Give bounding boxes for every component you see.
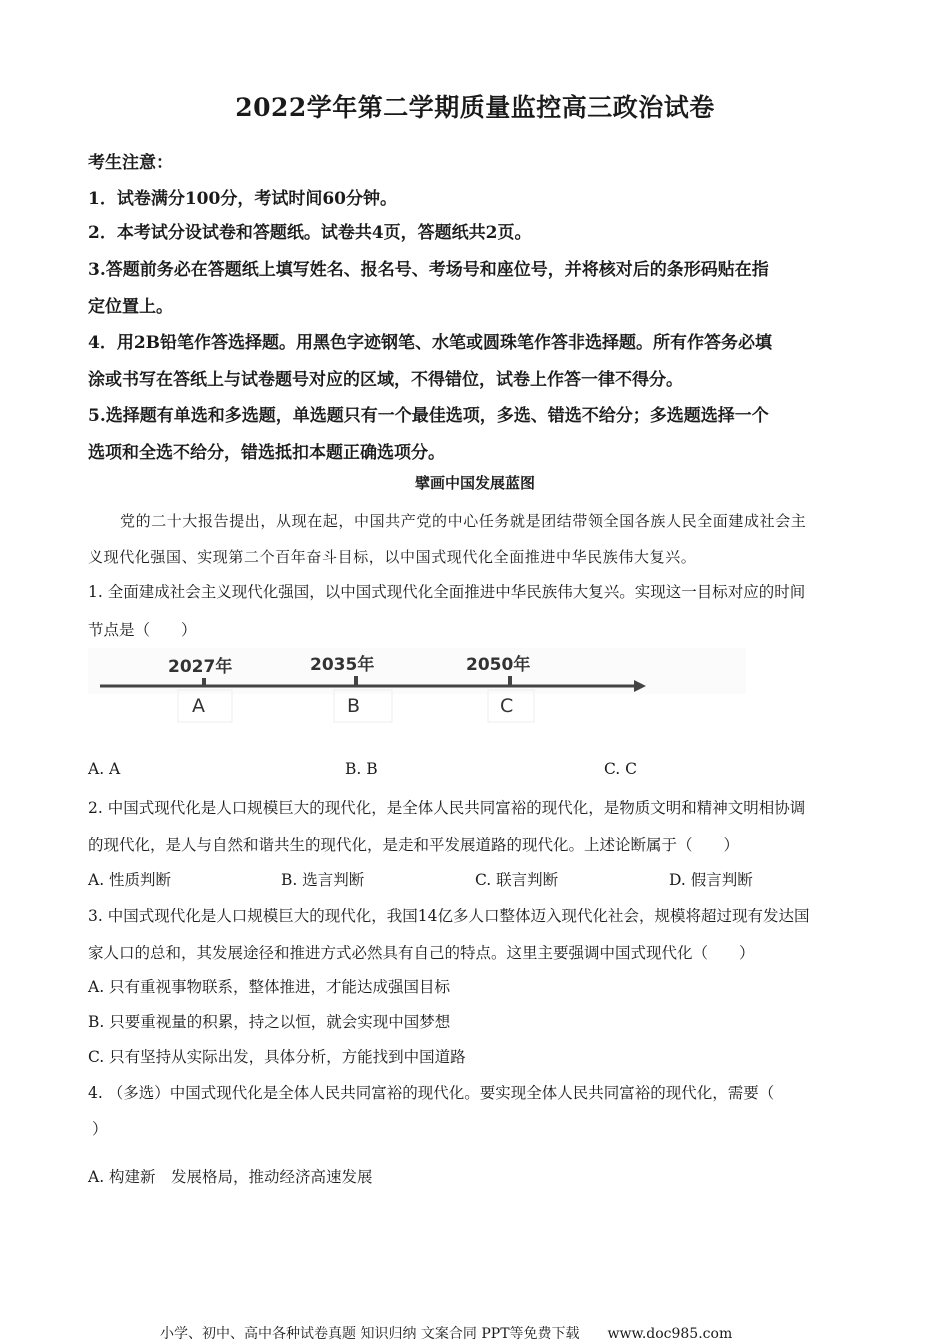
- q3-option-b: B. 只要重视量的积累，持之以恒，就会实现中国梦想: [88, 1013, 451, 1031]
- notice-line: 3.答题前务必在答题纸上填写姓名、报名号、考场号和座位号，并将核对后的条形码贴在指: [88, 260, 769, 280]
- notice-line: 定位置上。: [88, 297, 173, 317]
- timeline-box-a: [178, 690, 232, 722]
- q2-stem-line: 2. 中国式现代化是人口规模巨大的现代化，是全体人民共同富裕的现代化，是物质文明和精神文明相协调: [88, 799, 806, 817]
- timeline-figure: [88, 648, 746, 728]
- notice-line: 选项和全选不给分，错选抵扣本题正确选项分。: [88, 443, 445, 463]
- q1-option-a: A. A: [88, 760, 121, 778]
- section-intro-line: 党的二十大报告提出，从现在起，中国共产党的中心任务就是团结带领全国各族人民全面建成社会主: [120, 512, 807, 530]
- q4-stem-line: ）: [92, 1120, 108, 1138]
- q1-option-b: B. B: [345, 760, 378, 778]
- timeline-year-2050: 2050年: [466, 655, 531, 675]
- section-title: 擘画中国发展蓝图: [414, 474, 535, 492]
- q1-stem-line: 节点是（ ）: [88, 621, 197, 639]
- timeline-mark-b: B: [347, 695, 361, 717]
- q2-option-d: D. 假言判断: [669, 871, 753, 889]
- section-intro-line: 义现代化强国、实现第二个百年奋斗目标，以中国式现代化全面推进中华民族伟大复兴。: [88, 548, 697, 566]
- q4-stem-line: 4. （多选）中国式现代化是全体人民共同富裕的现代化。要实现全体人民共同富裕的现代化，需要（: [88, 1084, 775, 1102]
- notice-line: 涂或书写在答纸上与试卷题号对应的区域，不得错位，试卷上作答一律不得分。: [88, 370, 683, 390]
- q3-stem-line: 3. 中国式现代化是人口规模巨大的现代化，我国14亿多人口整体迈入现代化社会，规模将超过现有发达国: [88, 907, 810, 925]
- notice-line: 2．本考试分设试卷和答题纸。试卷共4页，答题纸共2页。: [88, 223, 532, 243]
- notice-line: 1．试卷满分100分，考试时间60分钟。: [88, 189, 397, 209]
- q2-option-b: B. 选言判断: [281, 871, 365, 889]
- notice-line: 5.选择题有单选和多选题，单选题只有一个最佳选项，多选、错选不给分；多选题选择一个: [88, 406, 769, 426]
- page-title: 2022学年第二学期质量监控高三政治试卷: [235, 93, 715, 122]
- timeline-box-b: [334, 690, 392, 722]
- q1-stem-line: 1. 全面建成社会主义现代化强国，以中国式现代化全面推进中华民族伟大复兴。实现这一目标对应的时间: [88, 583, 806, 601]
- timeline-mark-a: A: [192, 695, 205, 717]
- notice-heading: 考生注意：: [88, 153, 173, 173]
- timeline-mark-c: C: [500, 695, 514, 717]
- notice-line: 4．用2B铅笔作答选择题。用黑色字迹钢笔、水笔或圆珠笔作答非选择题。所有作答务必填: [88, 333, 773, 353]
- timeline-year-2035: 2035年: [310, 655, 375, 675]
- q3-option-c: C. 只有坚持从实际出发，具体分析，方能找到中国道路: [88, 1048, 466, 1066]
- q3-stem-line: 家人口的总和，其发展途径和推进方式必然具有自己的特点。这里主要强调中国式现代化（ ）: [88, 944, 755, 962]
- q2-option-a: A. 性质判断: [88, 871, 172, 889]
- q2-option-c: C. 联言判断: [475, 871, 559, 889]
- q4-option-a: A. 构建新 发展格局，推动经济高速发展: [88, 1168, 373, 1186]
- q3-option-a: A. 只有重视事物联系，整体推进，才能达成强国目标: [88, 978, 451, 996]
- q1-option-c: C. C: [604, 760, 638, 778]
- q2-stem-line: 的现代化，是人与自然和谐共生的现代化，是走和平发展道路的现代化。上述论断属于（ ）: [88, 836, 740, 854]
- timeline-year-2027: 2027年: [168, 657, 233, 677]
- page-footer: 小学、初中、高中各种试卷真题 知识归纳 文案合同 PPT等免费下载 www.doc985.com: [160, 1326, 733, 1342]
